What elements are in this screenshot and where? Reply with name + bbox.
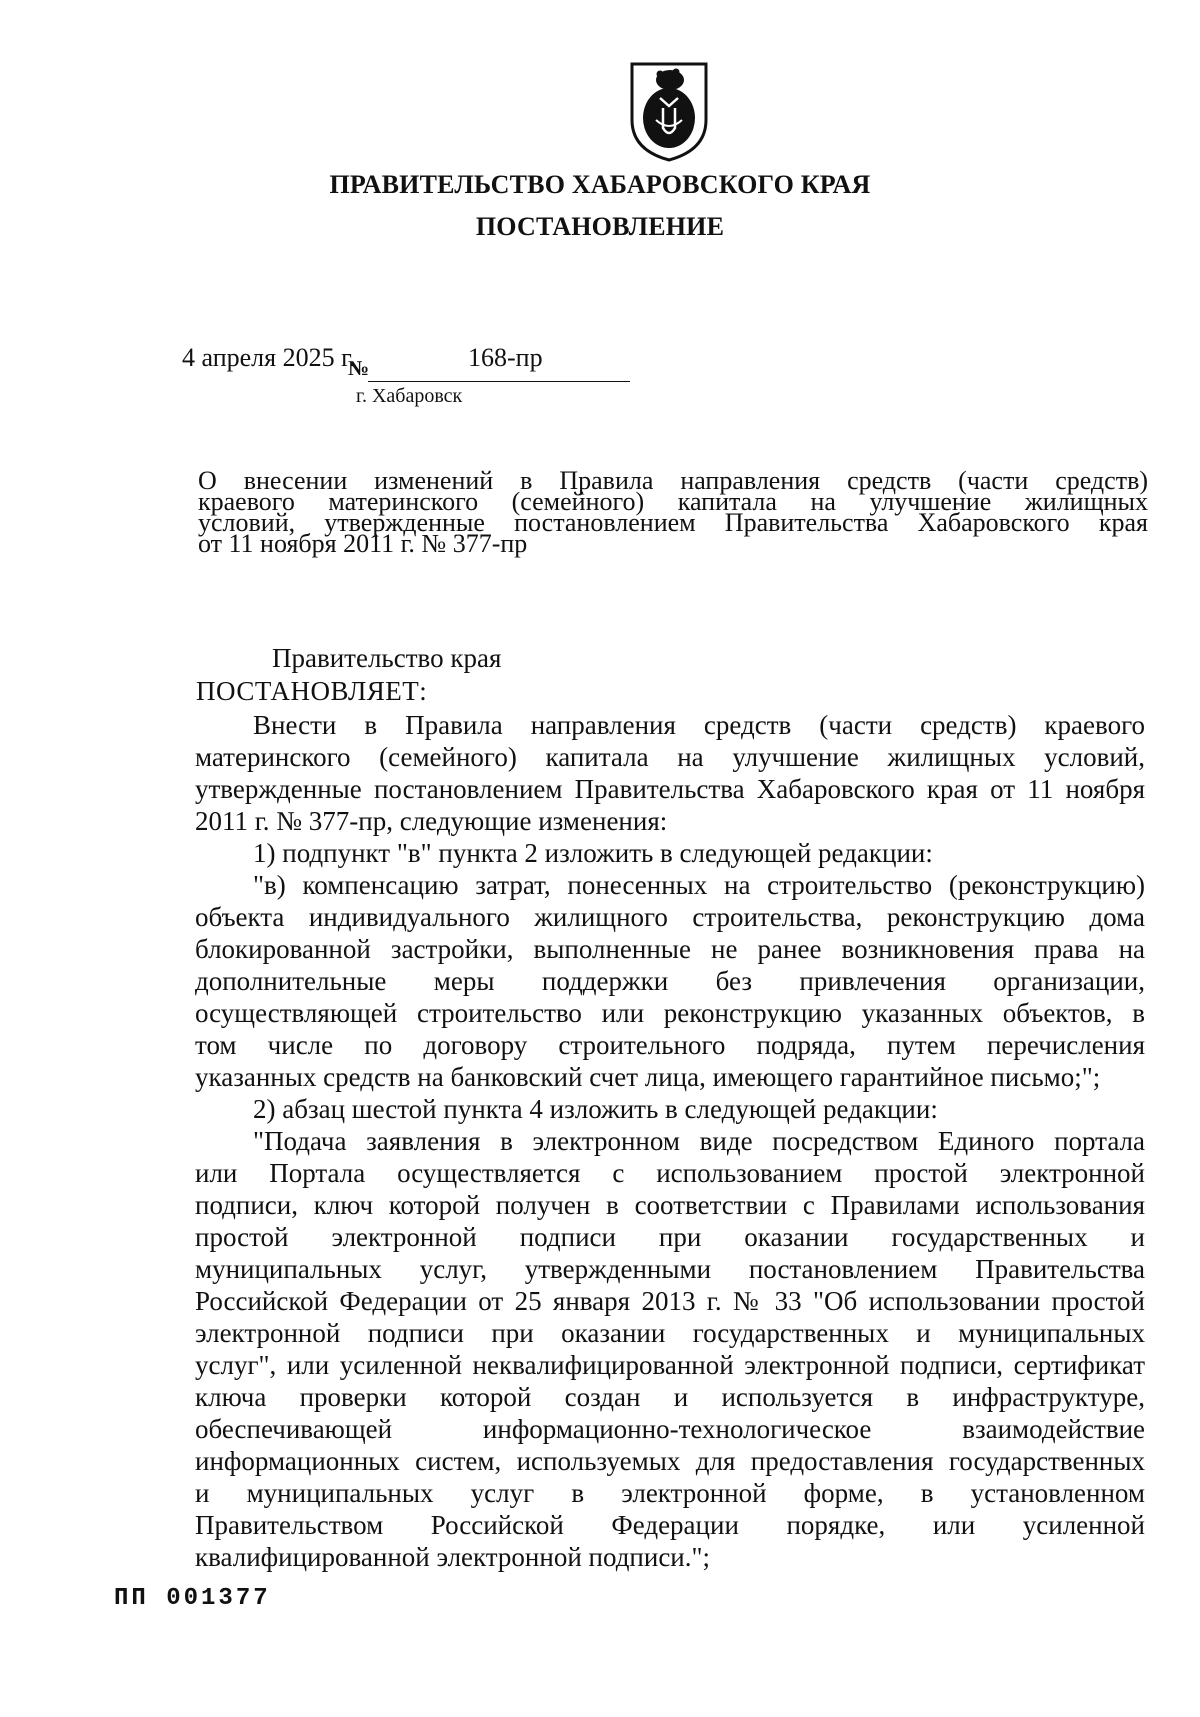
body-line: блокированной застройки, выполненные не ранее возникновения права на [195, 934, 1145, 964]
body-line: дополнительные меры поддержки без привлечения организации, [195, 966, 1145, 996]
body-line: и муниципальных услуг в электронной форме, в установленном [195, 1478, 1145, 1508]
document-subject [198, 466, 1148, 558]
document-city: г. Хабаровск [356, 385, 463, 407]
body-line: муниципальных услуг, утвержденными постановлением Правительства [195, 1254, 1145, 1284]
body-line: квалифицированной электронной подписи."; [195, 1542, 711, 1572]
body-line: 2011 г. № 377-пр, следующие изменения: [195, 806, 668, 836]
document-date: 4 апреля 2025 г. [182, 343, 356, 372]
body-line: "Подача заявления в электронном виде посредством Единого портала [253, 1126, 1145, 1156]
body-line: простой электронной подписи при оказании государственных и [195, 1222, 1145, 1252]
subject-line: краевого материнского (семейного) капитала на улучшение жилищных [198, 487, 1148, 516]
body-line: 2) абзац шестой пункта 4 изложить в следующей редакции: [253, 1094, 938, 1124]
body-line: указанных средств на банковский счет лица, имеющего гарантийное письмо;"; [195, 1062, 1101, 1092]
body-line: или Портала осуществляется с использованием простой электронной [195, 1158, 1145, 1188]
body-line: утвержденные постановлением Правительства Хабаровского края от 11 ноября [195, 774, 1145, 804]
preamble-resolves: ПОСТАНОВЛЯЕТ: [196, 676, 428, 706]
body-line: "в) компенсацию затрат, понесенных на строительство (реконструкцию) [253, 870, 1145, 900]
organization-title: ПРАВИТЕЛЬСТВО ХАБАРОВСКОГО КРАЯ [329, 170, 871, 199]
coat-of-arms-icon [626, 58, 712, 164]
body-line: электронной подписи при оказании государственных и муниципальных [195, 1318, 1145, 1348]
document-type: ПОСТАНОВЛЕНИЕ [475, 212, 725, 241]
subject-line: от 11 ноября 2011 г. № 377-пр [198, 529, 528, 558]
body-line: обеспечивающей информационно-технологическое взаимодействие [195, 1414, 1145, 1444]
body-line: объекта индивидуального жилищного строительства, реконструкцию дома [195, 902, 1145, 932]
number-sign: № [348, 356, 370, 380]
body-line: подписи, ключ которой получен в соответствии с Правилами использования [195, 1190, 1145, 1220]
body-line: материнского (семейного) капитала на улучшение жилищных условий, [195, 742, 1145, 772]
subject-line: О внесении изменений в Правила направления средств (части средств) [198, 466, 1148, 495]
document-body [195, 709, 1145, 1573]
body-line: Российской Федерации от 25 января 2013 г. № 33 "Об использовании простой [195, 1286, 1145, 1316]
body-line: Правительством Российской Федерации порядке, или усиленной [195, 1510, 1145, 1540]
body-line: ключа проверки которой создан и используется в инфраструктуре, [195, 1382, 1145, 1412]
body-line: осуществляющей строительство или реконструкцию указанных объектов, в [195, 998, 1145, 1028]
preamble-government: Правительство края [272, 643, 502, 673]
document-number: 168-пр [468, 343, 543, 372]
document-code: ПП 001377 [114, 1585, 271, 1612]
number-underline [368, 381, 630, 382]
body-line: 1) подпункт "в" пункта 2 изложить в следующей редакции: [253, 838, 933, 868]
body-line: том числе по договору строительного подряда, путем перечисления [195, 1030, 1145, 1060]
body-line: Внести в Правила направления средств (части средств) краевого [253, 710, 1145, 740]
subject-line: условий, утвержденные постановлением Правительства Хабаровского края [198, 508, 1148, 537]
body-line: услуг", или усиленной неквалифицированной электронной подписи, сертификат [195, 1350, 1145, 1380]
body-line: информационных систем, используемых для предоставления государственных [195, 1446, 1145, 1476]
